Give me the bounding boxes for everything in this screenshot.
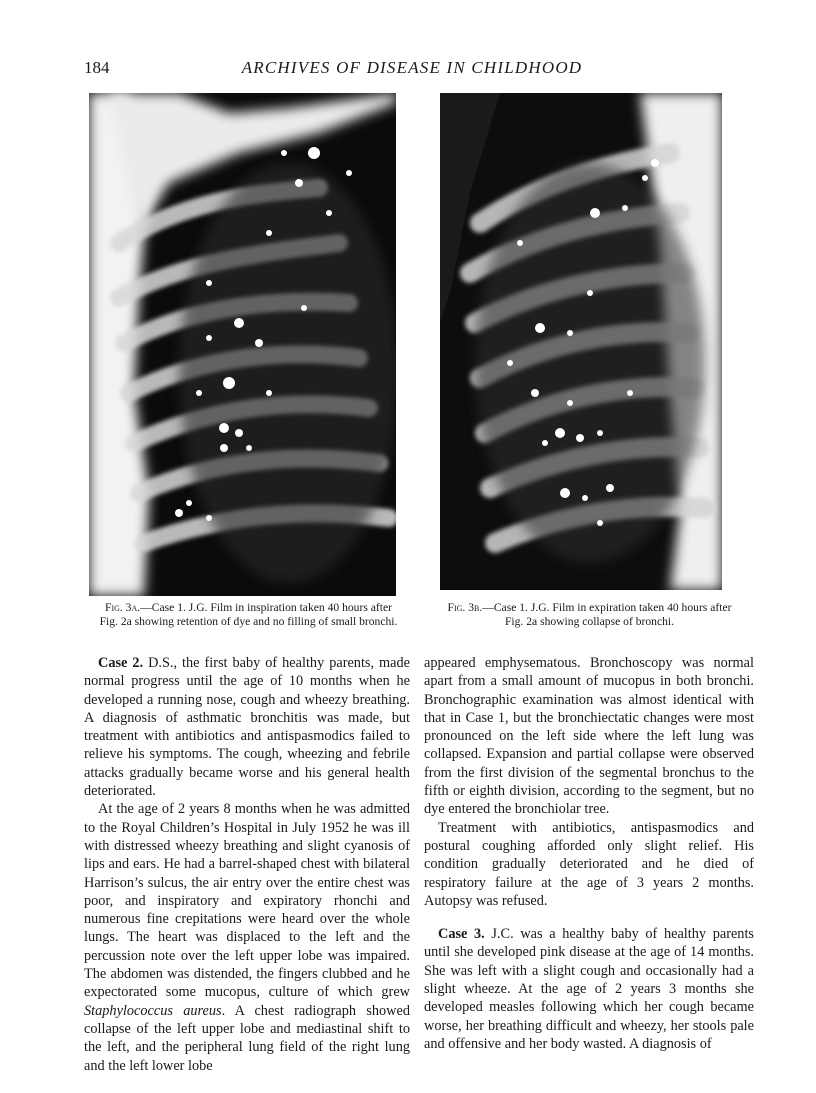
- case-2-admission-paragraph: [84, 800, 410, 1074]
- case-2-continuation-paragraph: appeared emphysematous. Bronchoscopy was normal apart from a small amount of mucopus in both bronchi. Bronchographic examination was almost identical with that in Case 1, but the bronchiectatic changes were most pronounced on the left side where the left lung was collapsed. Expansion and partial collapse were observed from the first division of the segmental bronchus to the fifth or eighth division, according to the segment, but no dye entered the bronchiolar tree.: [424, 655, 754, 818]
- figure-3b-label: Fig. 3b.: [447, 601, 483, 614]
- running-header: [84, 58, 740, 84]
- journal-title: ARCHIVES OF DISEASE IN CHILDHOOD: [241, 58, 583, 77]
- right-text-column: [424, 654, 754, 1053]
- case-2-treatment-paragraph: Treatment with antibiotics, antispasmodics and postural coughing afforded only slight relief. His condition gradually deteriorated and he died of respiratory failure at the age of 3 years 2 months. Autopsy was refused.: [424, 819, 754, 909]
- case-3-text: J.C. was a healthy baby of healthy parents until she developed pink disease at the age of 14 months. She was left with a slight cough and occasionally had a slight wheeze. At the age of 2 years 3 months she developed measles following which her cough became worse, her breathing difficult and wheezy, her stools pale and offensive and her body wasted. A diagnosis of: [424, 926, 754, 1052]
- left-text-column: [84, 654, 410, 1075]
- figure-3a-caption-line1: —Case 1. J.G. Film in inspiration taken 40 hours after: [140, 601, 392, 614]
- case-3-paragraph: [424, 925, 754, 1053]
- figure-3b-caption-line1: —Case 1. J.G. Film in expiration taken 40 hours after: [482, 601, 732, 614]
- figure-3b-radiograph: [440, 93, 722, 590]
- case-2-paragraph: [84, 654, 410, 800]
- organism-name: Staphylococcus aureus: [84, 1002, 222, 1019]
- case-2-heading: Case 2.: [98, 655, 144, 671]
- figure-3a-caption-line2: Fig. 2a showing retention of dye and no filling of small bronchi.: [99, 615, 398, 628]
- figure-3a-caption: [86, 601, 411, 629]
- case-2-radiograph-text: . A chest radiograph showed collapse of the left upper lobe and mediastinal shift to the left, and the peripheral lung field of the right lung and the left lower lobe: [84, 1002, 410, 1074]
- case-3-heading: Case 3.: [438, 926, 485, 943]
- page-number: 184: [84, 58, 110, 77]
- case-2-admission-text: At the age of 2 years 8 months when he was admitted to the Royal Children’s Hospital in July 1952 he was ill with distressed wheezy breathing and slight cyanosis of lips and ears. He had a barrel-shaped chest with bilateral Harrison’s sulcus, the air entry over the entire chest was poor, and inspiratory and expiratory rhonchi and numerous fine crepitations were heard over the whole lungs. The heart was displaced to the left and the percussion note over the left upper lobe was impaired. The abdomen was distended, the fingers clubbed and he expectorated some mucopus, culture of which grew: [84, 801, 410, 1001]
- figure-3b-caption: [422, 601, 757, 629]
- figure-3a-radiograph: [89, 93, 396, 596]
- figure-3a-label: Fig. 3a.: [105, 601, 141, 614]
- case-2-intro-text: D.S., the first baby of healthy parents, made normal progress until the age of 10 months when he developed a running nose, cough and wheezy breathing. A diagnosis of asthmatic bronchitis was made, but treatment with antibiotics and antispasmodics failed to relieve his symptoms. The cough, wheezing and febrile attacks gradually became worse and his general health deteriorated.: [84, 655, 410, 800]
- figure-3b-caption-line2: Fig. 2a showing collapse of bronchi.: [504, 615, 675, 628]
